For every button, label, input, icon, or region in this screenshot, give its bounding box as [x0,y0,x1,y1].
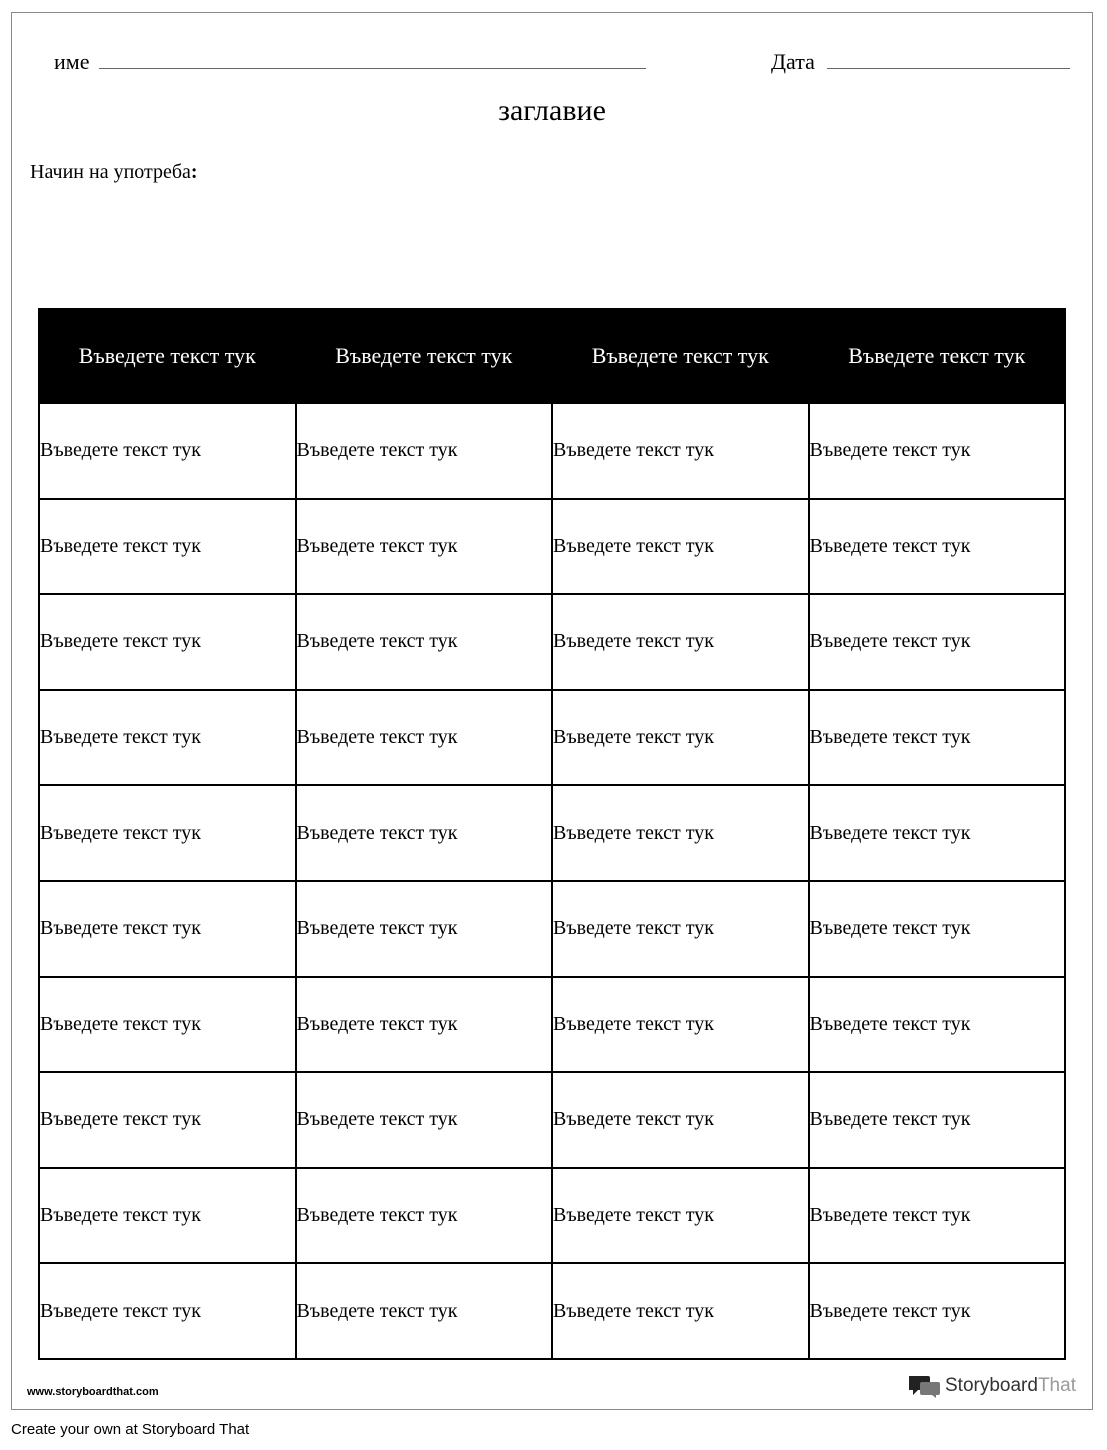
logo-text-storyboard: Storyboard [945,1375,1038,1396]
table-cell[interactable]: Въведете текст тук [296,690,553,786]
logo-text-that: That [1037,1375,1076,1396]
table-cell[interactable]: Въведете текст тук [552,1168,809,1264]
worksheet-title: заглавие [498,94,606,127]
table-cell[interactable]: Въведете текст тук [809,690,1066,786]
table-row [39,1072,1065,1168]
logo-text [945,1375,1076,1397]
credit-link[interactable]: Create your own at Storyboard That [11,1421,250,1438]
table-row [39,977,1065,1073]
table-cell[interactable]: Въведете текст тук [39,403,296,499]
table-cell[interactable]: Въведете текст тук [39,1168,296,1264]
table-cell[interactable]: Въведете текст тук [552,977,809,1073]
table-cell[interactable]: Въведете текст тук [809,499,1066,595]
table-cell[interactable]: Въведете текст тук [296,1263,553,1359]
table-cell[interactable]: Въведете текст тук [552,594,809,690]
table-cell[interactable]: Въведете текст тук [39,690,296,786]
table-cell[interactable]: Въведете текст тук [552,1263,809,1359]
table-cell[interactable]: Въведете текст тук [39,1263,296,1359]
data-table [38,308,1066,1360]
table-cell[interactable]: Въведете текст тук [296,403,553,499]
date-line[interactable] [827,68,1070,69]
table-cell[interactable]: Въведете текст тук [552,1072,809,1168]
table-cell[interactable]: Въведете текст тук [39,977,296,1073]
table-header-row [39,309,1065,403]
worksheet-page [11,12,1093,1410]
table-row [39,785,1065,881]
table-cell[interactable]: Въведете текст тук [296,881,553,977]
table-cell[interactable]: Въведете текст тук [296,785,553,881]
table-cell[interactable]: Въведете текст тук [809,977,1066,1073]
table-row [39,690,1065,786]
table-cell[interactable]: Въведете текст тук [809,785,1066,881]
speech-bubbles-icon [909,1374,941,1398]
table-body [39,403,1065,1359]
table-cell[interactable]: Въведете текст тук [809,1072,1066,1168]
name-line[interactable] [99,68,646,69]
storyboardthat-logo [909,1374,1076,1398]
table-cell[interactable]: Въведете текст тук [552,403,809,499]
table-cell[interactable]: Въведете текст тук [809,881,1066,977]
directions [30,161,198,184]
table-cell[interactable]: Въведете текст тук [809,594,1066,690]
table-row [39,499,1065,595]
table-cell[interactable]: Въведете текст тук [809,1263,1066,1359]
table-cell[interactable]: Въведете текст тук [39,594,296,690]
table-row [39,881,1065,977]
table-cell[interactable]: Въведете текст тук [296,977,553,1073]
column-header: Въведете текст тук [296,309,553,403]
name-label: име [54,49,90,74]
directions-colon: : [190,161,198,183]
table-row [39,1263,1065,1359]
table-cell[interactable]: Въведете текст тук [39,881,296,977]
table-cell[interactable]: Въведете текст тук [809,1168,1066,1264]
table-cell[interactable]: Въведете текст тук [552,785,809,881]
table-row [39,403,1065,499]
date-label: Дата [771,49,815,74]
column-header: Въведете текст тук [552,309,809,403]
table-row [39,594,1065,690]
table-cell[interactable]: Въведете текст тук [552,881,809,977]
table-cell[interactable]: Въведете текст тук [809,403,1066,499]
directions-label: Начин на употреба [30,161,191,183]
table-cell[interactable]: Въведете текст тук [296,594,553,690]
column-header: Въведете текст тук [809,309,1066,403]
table-cell[interactable]: Въведете текст тук [552,499,809,595]
table-cell[interactable]: Въведете текст тук [296,1072,553,1168]
table-cell[interactable]: Въведете текст тук [39,785,296,881]
table-cell[interactable]: Въведете текст тук [296,499,553,595]
table-cell[interactable]: Въведете текст тук [296,1168,553,1264]
table-row [39,1168,1065,1264]
column-header: Въведете текст тук [39,309,296,403]
table-cell[interactable]: Въведете текст тук [39,499,296,595]
footer-url: www.storyboardthat.com [27,1386,159,1398]
table-cell[interactable]: Въведете текст тук [39,1072,296,1168]
table-cell[interactable]: Въведете текст тук [552,690,809,786]
